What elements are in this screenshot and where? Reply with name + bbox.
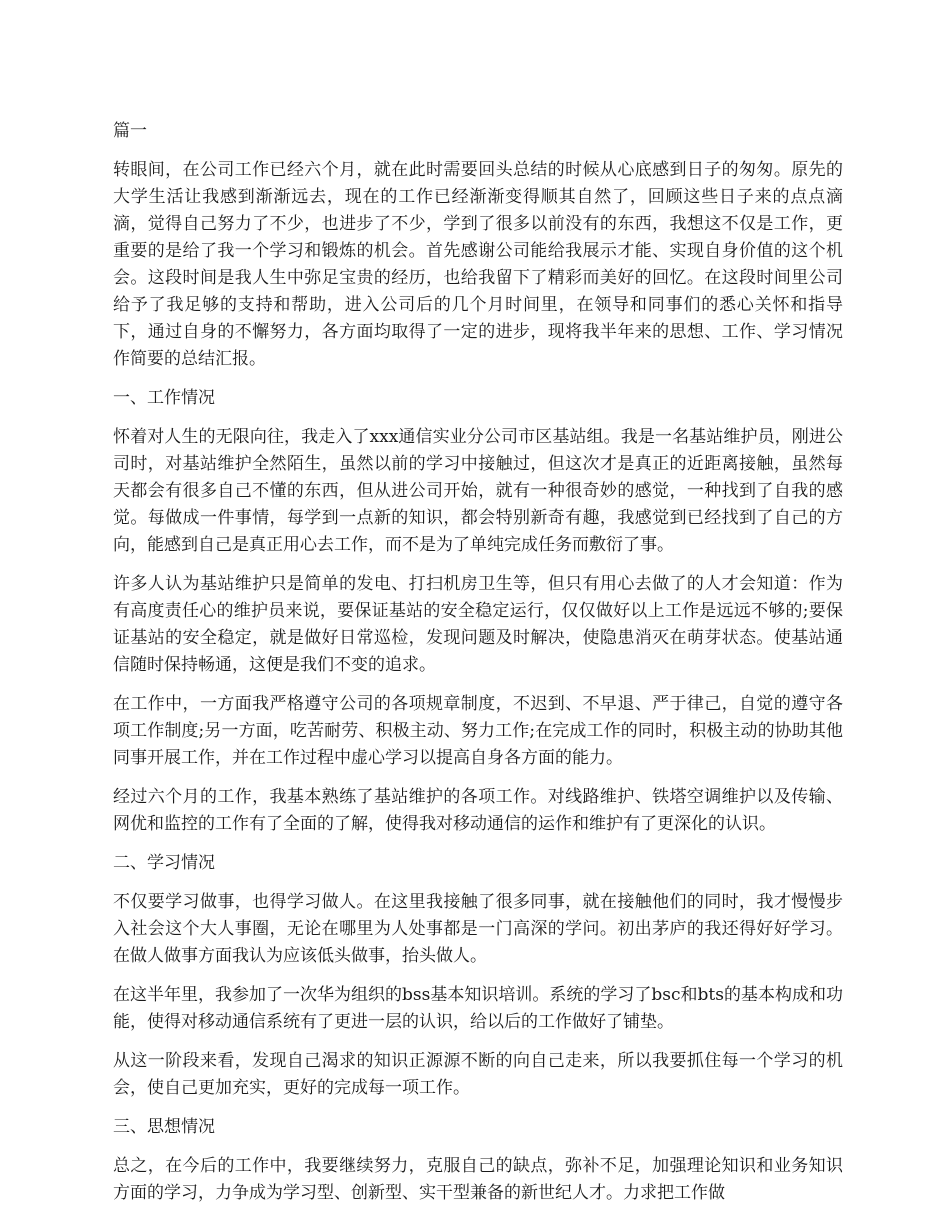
section-heading-work: 一、工作情况 — [113, 388, 215, 408]
section-heading-study: 二、学习情况 — [113, 853, 215, 873]
thought-paragraph-1: 总之，在今后的工作中，我要继续努力，克服自己的缺点，弥补不足，加强理论知识和业务知识方面的学习，力争成为学习型、创新型、实干型兼备的新世纪人才。力求把工作做 — [113, 1156, 843, 1203]
study-paragraph-3: 从这一阶段来看，发现自己渴求的知识正源源不断的向自己走来，所以我要抓住每一个学习的机会，使自己更加充实，更好的完成每一项工作。 — [113, 1051, 843, 1098]
work-paragraph-1: 怀着对人生的无限向往，我走入了xxx通信实业分公司市区基站组。我是一名基站维护员，刚进公司时，对基站维护全然陌生，虽然以前的学习中接触过，但这次才是真正的近距离接触，虽然每天都会有很多自己不懂的东西，但从进公司开始，就有一种很奇妙的感觉，一种找到了自我的感觉。每做成一件事情，每学到一点新的知识，都会特别新奇有趣，我感觉到已经找到了自己的方向，能感到自己是真正用心去工作，而不是为了单纯完成任务而敷衍了事。 — [113, 427, 843, 555]
work-paragraph-3: 在工作中，一方面我严格遵守公司的各项规章制度，不迟到、不早退、严于律己，自觉的遵守各项工作制度;另一方面，吃苦耐劳、积极主动、努力工作;在完成工作的同时，积极主动的协助其他同事开展工作，并在工作过程中虚心学习以提高自身各方面的能力。 — [113, 694, 843, 768]
section-heading-thought: 三、思想情况 — [113, 1117, 215, 1137]
work-paragraph-4: 经过六个月的工作，我基本熟练了基站维护的各项工作。对线路维护、铁塔空调维护以及传输、网优和监控的工作有了全面的了解，使得我对移动通信的运作和维护有了更深化的认识。 — [113, 787, 843, 834]
document-title: 篇一 — [113, 121, 147, 141]
document-page — [113, 118, 843, 1219]
intro-paragraph: 转眼间，在公司工作已经六个月，就在此时需要回头总结的时候从心底感到日子的匆匆。原先的大学生活让我感到渐渐远去，现在的工作已经渐渐变得顺其自然了，回顾这些日子来的点点滴滴，觉得自己努力了不少，也进步了不少，学到了很多以前没有的东西，我想这不仅是工作，更重要的是给了我一个学习和锻炼的机会。首先感谢公司能给我展示才能、实现自身价值的这个机会。这段时间是我人生中弥足宝贵的经历，也给我留下了精彩而美好的回忆。在这段时间里公司给予了我足够的支持和帮助，进入公司后的几个月时间里，在领导和同事们的悉心关怀和指导下，通过自身的不懈努力，各方面均取得了一定的进步，现将我半年来的思想、工作、学习情况作简要的总结汇报。 — [113, 160, 843, 369]
study-paragraph-1: 不仅要学习做事，也得学习做人。在这里我接触了很多同事，就在接触他们的同时，我才慢慢步入社会这个大人事圈，无论在哪里为人处事都是一门高深的学问。初出茅庐的我还得好好学习。在做人做事方面我认为应该低头做事，抬头做人。 — [113, 892, 843, 966]
study-paragraph-2: 在这半年里，我参加了一次华为组织的bss基本知识培训。系统的学习了bsc和bts的基本构成和功能，使得对移动通信系统有了更进一层的认识，给以后的工作做好了铺垫。 — [113, 985, 843, 1032]
work-paragraph-2: 许多人认为基站维护只是简单的发电、打扫机房卫生等，但只有用心去做了的人才会知道：作为有高度责任心的维护员来说，要保证基站的安全稳定运行，仅仅做好以上工作是远远不够的;要保证基站的安全稳定，就是做好日常巡检，发现问题及时解决，使隐患消灭在萌芽状态。使基站通信随时保持畅通，这便是我们不变的追求。 — [113, 574, 843, 675]
